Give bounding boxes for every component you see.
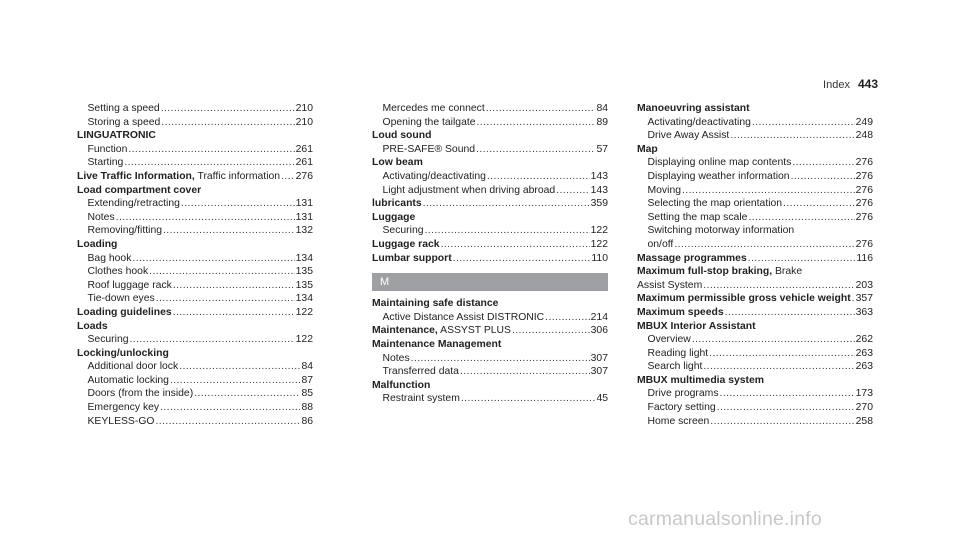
index-subentry-label: Emergency key bbox=[87, 402, 160, 414]
index-term bbox=[77, 347, 313, 361]
entry-label bbox=[648, 333, 691, 347]
index-subentry[interactable] bbox=[372, 143, 608, 157]
dot-leader bbox=[792, 156, 854, 170]
index-term-label: Loading bbox=[77, 238, 118, 250]
index-subentry[interactable] bbox=[372, 102, 608, 116]
index-subentry-label: Extending/retracting bbox=[87, 198, 180, 210]
entry-label bbox=[88, 211, 115, 225]
entry-label bbox=[383, 184, 556, 198]
entry-label bbox=[383, 143, 476, 157]
index-subentry[interactable] bbox=[637, 197, 873, 211]
entry-label bbox=[648, 116, 751, 130]
index-subentry[interactable] bbox=[372, 392, 608, 406]
dot-leader bbox=[156, 415, 301, 429]
index-subentry[interactable] bbox=[372, 224, 608, 238]
entry-label bbox=[88, 401, 160, 415]
page-reference: 132 bbox=[295, 225, 313, 237]
dot-leader bbox=[709, 347, 855, 361]
entry-label bbox=[637, 292, 851, 306]
page-reference: 306 bbox=[590, 325, 608, 337]
index-subentry-text: Switching motorway information bbox=[647, 225, 795, 237]
index-subentry-label: Mercedes me connect bbox=[382, 103, 485, 114]
index-term[interactable] bbox=[77, 306, 313, 320]
index-subentry[interactable] bbox=[77, 252, 313, 266]
page-header bbox=[823, 77, 878, 91]
index-term bbox=[77, 184, 313, 198]
page-reference: 143 bbox=[590, 184, 608, 196]
index-continuation-label: Assist System bbox=[637, 279, 703, 291]
dot-leader bbox=[748, 211, 854, 225]
page-reference: 135 bbox=[295, 279, 313, 291]
index-subentry[interactable] bbox=[77, 387, 313, 401]
index-subentry[interactable] bbox=[372, 352, 608, 366]
index-subentry-label: Factory setting bbox=[647, 402, 716, 414]
page-reference: 88 bbox=[301, 402, 313, 414]
entry-label bbox=[88, 360, 179, 374]
page-reference: 110 bbox=[591, 252, 608, 264]
index-term bbox=[77, 129, 313, 143]
index-term-label: MBUX Interior Assistant bbox=[637, 320, 756, 332]
index-subentry[interactable] bbox=[637, 387, 873, 401]
index-subentry[interactable] bbox=[637, 129, 873, 143]
index-subentry-label: Clothes hook bbox=[87, 266, 149, 278]
entry-label bbox=[383, 116, 476, 130]
entry-label bbox=[648, 184, 682, 198]
index-term bbox=[372, 156, 608, 170]
page-reference: 143 bbox=[590, 170, 608, 182]
entry-label bbox=[88, 279, 172, 293]
index-term-label: Locking/unlocking bbox=[77, 347, 169, 359]
index-subentry[interactable] bbox=[637, 238, 873, 252]
index-term-label: Luggage rack bbox=[372, 238, 440, 250]
index-subentry[interactable] bbox=[372, 116, 608, 130]
page-reference: 357 bbox=[855, 293, 873, 305]
index-subentry[interactable] bbox=[637, 184, 873, 198]
index-term bbox=[77, 320, 313, 334]
index-term-label: MBUX multimedia system bbox=[637, 374, 765, 386]
index-term bbox=[637, 102, 873, 116]
entry-label bbox=[77, 170, 280, 184]
dot-leader bbox=[161, 102, 295, 116]
dot-leader bbox=[173, 306, 295, 320]
page-reference: 276 bbox=[855, 238, 873, 250]
index-subentry[interactable] bbox=[77, 197, 313, 211]
page-reference: 363 bbox=[855, 306, 873, 318]
index-term[interactable] bbox=[372, 252, 608, 266]
dot-leader bbox=[163, 224, 295, 238]
index-term bbox=[372, 379, 608, 393]
index-subentry[interactable] bbox=[637, 347, 873, 361]
dot-leader bbox=[173, 279, 295, 293]
index-term bbox=[637, 265, 873, 279]
entry-label bbox=[648, 197, 783, 211]
dot-leader bbox=[128, 143, 294, 157]
entry-label bbox=[637, 306, 724, 320]
index-term-label: Maximum permissible gross vehicle weight bbox=[637, 293, 851, 305]
entry-label bbox=[383, 224, 424, 238]
index-subentry-label: Doors (from the inside) bbox=[87, 388, 194, 400]
dot-leader bbox=[132, 252, 294, 266]
page-reference: 262 bbox=[855, 334, 873, 346]
index-subentry[interactable] bbox=[372, 184, 608, 198]
index-subentry[interactable] bbox=[77, 156, 313, 170]
index-term-label: Massage programmes bbox=[637, 252, 747, 264]
index-term-label: Low beam bbox=[372, 157, 423, 169]
page-reference: 135 bbox=[295, 266, 313, 278]
dot-leader bbox=[161, 116, 294, 130]
page-reference: 87 bbox=[301, 374, 313, 386]
index-subentry-label: on/off bbox=[647, 238, 674, 250]
index-term-extra: ASSYST PLUS bbox=[437, 325, 511, 337]
dot-leader bbox=[423, 197, 590, 211]
index-subentry-label: Transferred data bbox=[382, 366, 459, 378]
index-subentry-label: Tie-down eyes bbox=[87, 293, 155, 305]
page-reference: 85 bbox=[301, 388, 313, 400]
index-subentry-label: Overview bbox=[647, 334, 691, 346]
entry-label bbox=[383, 392, 460, 406]
index-term-label: Maximum speeds bbox=[637, 306, 724, 318]
dot-leader bbox=[730, 129, 854, 143]
entry-label bbox=[648, 211, 748, 225]
entry-label bbox=[88, 252, 132, 266]
index-subentry-label: Removing/fitting bbox=[87, 225, 163, 237]
index-subentry[interactable] bbox=[77, 116, 313, 130]
entry-label bbox=[88, 265, 149, 279]
index-subentry[interactable] bbox=[77, 401, 313, 415]
index-term[interactable] bbox=[77, 170, 313, 184]
dot-leader bbox=[692, 333, 855, 347]
index-subentry[interactable] bbox=[372, 365, 608, 379]
dot-leader bbox=[453, 252, 591, 266]
page-reference: 359 bbox=[590, 198, 608, 210]
index-subentry[interactable] bbox=[77, 143, 313, 157]
dot-leader bbox=[512, 324, 590, 338]
index-term bbox=[637, 374, 873, 388]
entry-label bbox=[648, 387, 719, 401]
index-subentry-label: Automatic locking bbox=[87, 374, 169, 386]
index-subentry-label: Notes bbox=[87, 211, 115, 223]
entry-label bbox=[637, 279, 702, 293]
entry-label bbox=[77, 306, 172, 320]
dot-leader bbox=[791, 170, 855, 184]
entry-label bbox=[383, 102, 485, 116]
dot-leader bbox=[116, 211, 295, 225]
index-subentry-label: Active Distance Assist DISTRONIC bbox=[382, 311, 545, 323]
entry-label bbox=[372, 324, 511, 338]
dot-leader bbox=[130, 333, 295, 347]
index-subentry[interactable] bbox=[77, 279, 313, 293]
index-term[interactable] bbox=[372, 238, 608, 252]
dot-leader bbox=[149, 265, 295, 279]
dot-leader bbox=[425, 224, 590, 238]
index-subentry-label: Function bbox=[87, 143, 128, 155]
dot-leader bbox=[783, 197, 855, 211]
index-subentry-label: Displaying weather information bbox=[647, 170, 790, 182]
dot-leader bbox=[752, 116, 855, 130]
index-term bbox=[372, 211, 608, 225]
entry-label bbox=[372, 197, 422, 211]
index-subentry-label: Roof luggage rack bbox=[87, 279, 172, 291]
entry-label bbox=[88, 415, 155, 429]
index-subentry[interactable] bbox=[637, 415, 873, 429]
entry-label bbox=[637, 252, 747, 266]
page-reference: 270 bbox=[855, 402, 873, 414]
index-term bbox=[637, 320, 873, 334]
page-reference: 276 bbox=[855, 184, 873, 196]
page-reference: 122 bbox=[295, 306, 313, 318]
index-term-label: Maintaining safe distance bbox=[372, 298, 499, 310]
index-term-extra: Brake bbox=[772, 266, 803, 278]
dot-leader bbox=[682, 184, 855, 198]
index-subentry-label: Storing a speed bbox=[87, 116, 161, 128]
index-term-label: Loads bbox=[77, 320, 108, 332]
page-reference: 86 bbox=[301, 415, 313, 427]
dot-leader bbox=[703, 360, 854, 374]
index-subentry-label: Bag hook bbox=[87, 252, 132, 264]
dot-leader bbox=[725, 306, 855, 320]
index-subentry-label: Light adjustment when driving abroad bbox=[382, 184, 556, 196]
index-term-label: Loading guidelines bbox=[77, 306, 172, 318]
dot-leader bbox=[411, 352, 590, 366]
header-label: Index bbox=[823, 79, 850, 91]
index-term-label: lubricants bbox=[372, 198, 422, 210]
index-subentry[interactable] bbox=[77, 374, 313, 388]
entry-label bbox=[88, 197, 180, 211]
page-reference: 248 bbox=[855, 130, 873, 142]
index-subentry-label: Securing bbox=[87, 334, 129, 346]
dot-leader bbox=[703, 279, 854, 293]
dot-leader bbox=[710, 415, 854, 429]
index-term-label: Maximum full-stop braking, bbox=[637, 266, 773, 278]
entry-label bbox=[383, 170, 486, 184]
index-term[interactable] bbox=[372, 197, 608, 211]
page-reference: 261 bbox=[295, 143, 313, 155]
index-subentry-label: Reading light bbox=[647, 347, 709, 359]
entry-label bbox=[648, 347, 709, 361]
index-term-label: Loud sound bbox=[372, 130, 432, 142]
index-subentry[interactable] bbox=[637, 170, 873, 184]
index-subentry[interactable] bbox=[372, 170, 608, 184]
page-reference: 122 bbox=[295, 334, 313, 346]
index-column-2 bbox=[372, 102, 608, 406]
index-subentry[interactable] bbox=[637, 156, 873, 170]
index-term-label: Map bbox=[637, 143, 658, 155]
index-subentry[interactable] bbox=[372, 311, 608, 325]
page-reference: 249 bbox=[855, 116, 873, 128]
index-subentry-label: Securing bbox=[382, 225, 424, 237]
index-term-label: Load compartment cover bbox=[77, 184, 202, 196]
entry-label bbox=[88, 374, 169, 388]
entry-label bbox=[648, 415, 710, 429]
page-reference: 116 bbox=[856, 252, 873, 264]
index-subentry-label: Restraint system bbox=[382, 393, 460, 405]
entry-label bbox=[383, 365, 459, 379]
page-reference: 122 bbox=[590, 225, 608, 237]
dot-leader bbox=[179, 360, 300, 374]
entry-label bbox=[88, 102, 160, 116]
page-reference: 84 bbox=[596, 103, 608, 114]
index-term bbox=[372, 129, 608, 143]
index-term-label: Luggage bbox=[372, 211, 416, 223]
index-term[interactable] bbox=[637, 292, 873, 306]
page-reference: 261 bbox=[295, 157, 313, 169]
dot-leader bbox=[556, 184, 589, 198]
index-subentry-label: Additional door lock bbox=[87, 361, 179, 373]
page-reference: 210 bbox=[295, 103, 313, 114]
dot-leader bbox=[674, 238, 854, 252]
page-reference: 173 bbox=[855, 388, 873, 400]
entry-label bbox=[88, 387, 194, 401]
index-subentry-label: Moving bbox=[647, 184, 681, 196]
index-term bbox=[372, 297, 608, 311]
dot-leader bbox=[124, 156, 294, 170]
index-subentry[interactable] bbox=[637, 211, 873, 225]
entry-label bbox=[648, 401, 716, 415]
page-reference: 134 bbox=[295, 252, 313, 264]
index-subentry-label: Home screen bbox=[647, 415, 710, 427]
index-subentry-label: Activating/deactivating bbox=[382, 170, 486, 182]
index-subentry[interactable] bbox=[77, 211, 313, 225]
dot-leader bbox=[477, 116, 596, 130]
entry-label bbox=[88, 224, 163, 238]
page-reference: 131 bbox=[295, 211, 313, 223]
index-term-label: Maintenance Management bbox=[372, 338, 502, 350]
index-term-label: LINGUATRONIC bbox=[77, 130, 156, 142]
page-reference: 84 bbox=[301, 361, 313, 373]
page-reference: 307 bbox=[590, 352, 608, 364]
index-subentry[interactable] bbox=[77, 292, 313, 306]
page-reference: 276 bbox=[855, 157, 873, 169]
dot-leader bbox=[748, 252, 856, 266]
index-subentry-label: Opening the tailgate bbox=[382, 116, 476, 128]
index-subentry[interactable] bbox=[77, 224, 313, 238]
dot-leader bbox=[720, 387, 855, 401]
dot-leader bbox=[545, 311, 589, 325]
page-reference: 122 bbox=[590, 238, 608, 250]
index-subentry[interactable] bbox=[77, 415, 313, 429]
index-subentry[interactable] bbox=[637, 116, 873, 130]
entry-label bbox=[88, 333, 129, 347]
index-subentry-label: Drive programs bbox=[647, 388, 719, 400]
index-column-3 bbox=[637, 102, 873, 428]
dot-leader bbox=[281, 170, 295, 184]
page-reference: 131 bbox=[295, 198, 313, 210]
dot-leader bbox=[194, 387, 300, 401]
watermark: carmanualsonline.info bbox=[628, 508, 822, 530]
page-reference: 307 bbox=[590, 366, 608, 378]
page-reference: 263 bbox=[855, 347, 873, 359]
page-reference: 263 bbox=[855, 361, 873, 373]
index-subentry-label: Notes bbox=[382, 352, 410, 364]
index-subentry-label: Activating/deactivating bbox=[647, 116, 751, 128]
page-number: 443 bbox=[857, 77, 878, 91]
entry-label bbox=[383, 311, 545, 325]
page-reference: 57 bbox=[596, 143, 608, 155]
dot-leader bbox=[181, 197, 295, 211]
index-subentry-label: Drive Away Assist bbox=[647, 130, 730, 142]
index-term bbox=[372, 338, 608, 352]
index-subentry-label: KEYLESS-GO bbox=[87, 415, 155, 427]
index-term[interactable] bbox=[637, 306, 873, 320]
page-reference: 210 bbox=[295, 116, 313, 128]
page-reference: 134 bbox=[295, 293, 313, 305]
entry-label bbox=[372, 238, 440, 252]
index-term-extra: Traffic information bbox=[194, 170, 281, 182]
index-subentry-label: PRE-SAFE® Sound bbox=[382, 143, 476, 155]
index-subentry[interactable] bbox=[77, 333, 313, 347]
index-term[interactable] bbox=[372, 324, 608, 338]
dot-leader bbox=[160, 401, 300, 415]
entry-label bbox=[648, 238, 674, 252]
page-reference: 203 bbox=[855, 279, 873, 291]
index-term-label: Live Traffic Information, bbox=[77, 170, 195, 182]
index-term-label: Maintenance, bbox=[372, 325, 438, 337]
page-reference: 214 bbox=[590, 311, 608, 323]
index-subentry-label: Setting a speed bbox=[87, 103, 160, 114]
index-subentry-label: Setting the map scale bbox=[647, 211, 748, 223]
index-term bbox=[637, 143, 873, 157]
dot-leader bbox=[170, 374, 301, 388]
index-column-1 bbox=[77, 102, 313, 428]
index-subentry-label: Starting bbox=[87, 157, 124, 169]
index-subentry[interactable] bbox=[637, 401, 873, 415]
entry-label bbox=[648, 360, 703, 374]
dot-leader bbox=[486, 102, 596, 116]
index-term-label: Malfunction bbox=[372, 379, 431, 391]
index-subentry[interactable] bbox=[77, 265, 313, 279]
dot-leader bbox=[487, 170, 590, 184]
page-reference: 276 bbox=[855, 170, 873, 182]
index-subentry[interactable] bbox=[77, 102, 313, 116]
entry-label bbox=[88, 143, 128, 157]
index-term-label: Manoeuvring assistant bbox=[637, 103, 750, 114]
page-reference: 89 bbox=[596, 116, 608, 128]
dot-leader bbox=[852, 292, 855, 306]
page-reference: 276 bbox=[855, 198, 873, 210]
page-reference: 276 bbox=[295, 170, 313, 182]
entry-label bbox=[372, 252, 452, 266]
dot-leader bbox=[461, 392, 596, 406]
entry-label bbox=[88, 116, 161, 130]
page-reference: 258 bbox=[855, 415, 873, 427]
index-term-label: Lumbar support bbox=[372, 252, 452, 264]
dot-leader bbox=[441, 238, 590, 252]
entry-label bbox=[648, 156, 792, 170]
index-term bbox=[77, 238, 313, 252]
index-subentry[interactable] bbox=[637, 360, 873, 374]
index-subentry-label: Search light bbox=[647, 361, 703, 373]
entry-label bbox=[88, 156, 124, 170]
dot-leader bbox=[717, 401, 855, 415]
dot-leader bbox=[460, 365, 590, 379]
page-reference: 276 bbox=[855, 211, 873, 223]
index-subentry[interactable] bbox=[77, 360, 313, 374]
entry-label bbox=[383, 352, 410, 366]
index-letter-header: M bbox=[372, 273, 608, 291]
entry-label bbox=[88, 292, 155, 306]
dot-leader bbox=[156, 292, 295, 306]
index-subentry-label: Displaying online map contents bbox=[647, 157, 792, 169]
page-reference: 45 bbox=[596, 393, 608, 405]
entry-label bbox=[648, 170, 790, 184]
index-subentry-label: Selecting the map orientation bbox=[647, 198, 783, 210]
dot-leader bbox=[476, 143, 595, 157]
index-continuation[interactable] bbox=[637, 279, 873, 293]
index-subentry[interactable] bbox=[637, 333, 873, 347]
index-term[interactable] bbox=[637, 252, 873, 266]
entry-label bbox=[648, 129, 730, 143]
